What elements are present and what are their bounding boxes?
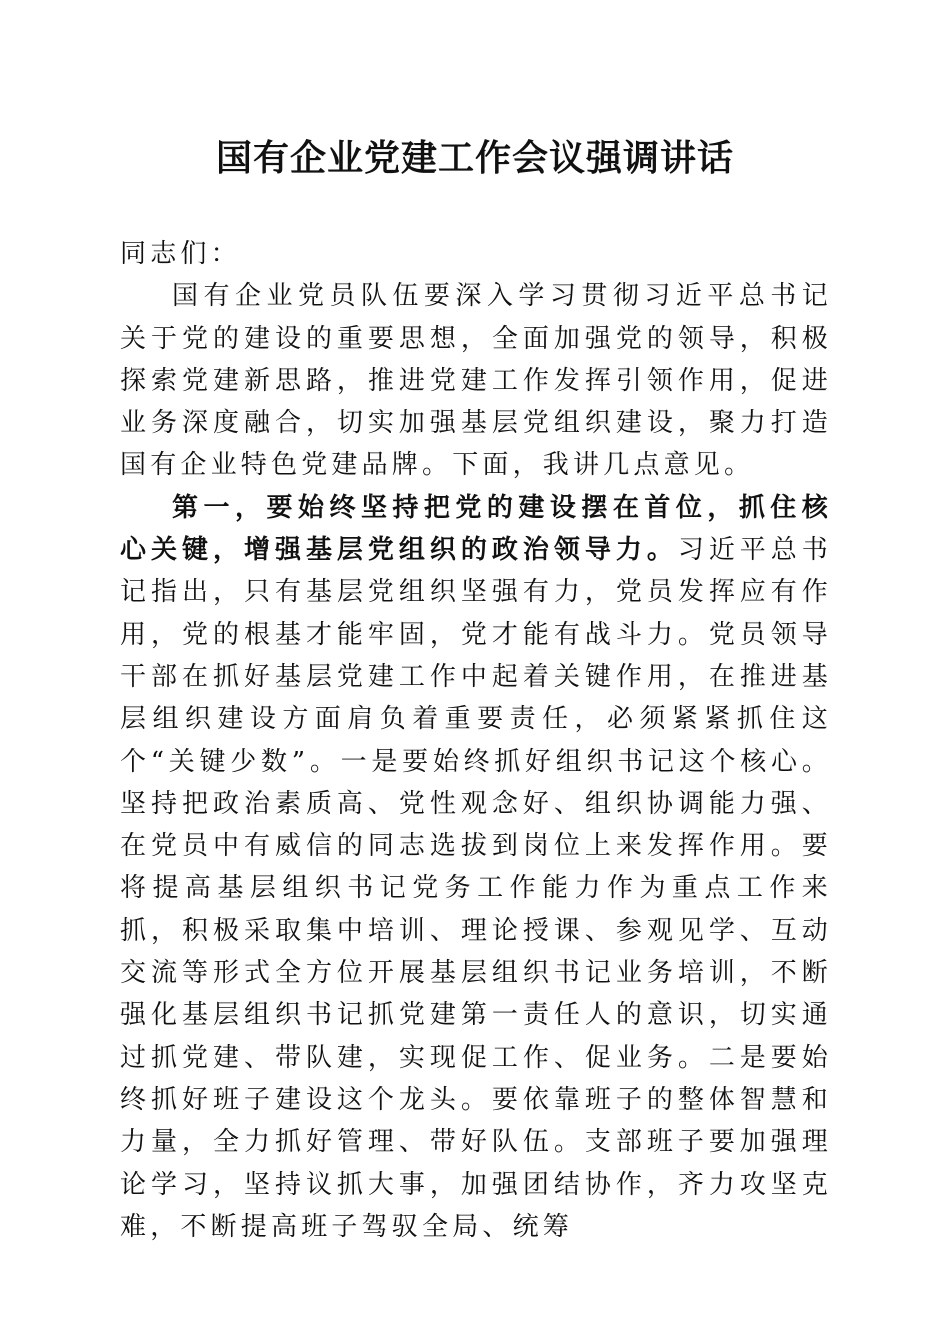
paragraph-first-point-text: 习近平总书记指出，只有基层党组织坚强有力，党员发挥应有作用，党的根基才能牢固，党才能有战斗力。党员领导干部在抓好基层党建工作中起着关键作用，在推进基层组织建设方面肩负着重要责任，必须紧紧抓住这个“关键少数”。一是要始终抓好组织书记这个核心。坚持把政治素质高、党性观念好、组织协调能力强、在党员中有威信的同志选拔到岗位上来发挥作用。要将提高基层组织书记党务工作能力作为重点工作来抓，积极采取集中培训、理论授课、参观见学、互动交流等形式全方位开展基层组织书记业务培训，不断强化基层组织书记抓党建第一责任人的意识，切实通过抓党建、带队建，实现促工作、促业务。二是要始终抓好班子建设这个龙头。要依靠班子的整体智慧和力量，全力抓好管理、带好队伍。支部班子要加强理论学习，坚持议抓大事，加强团结协作，齐力攻坚克难，不断提高班子驾驭全局、统筹 [120, 535, 832, 1242]
paragraph-intro [120, 275, 832, 486]
document-body [120, 233, 832, 1248]
document-title: 国有企业党建工作会议强调讲话 [215, 137, 734, 179]
paragraph-first-point [120, 487, 832, 1248]
paragraph-intro-text: 国有企业党员队伍要深入学习贯彻习近平总书记关于党的建设的重要思想，全面加强党的领导，积极探索党建新思路，推进党建工作发挥引领作用，促进业务深度融合，切实加强基层党组织建设，聚力打造国有企业特色党建品牌。下面，我讲几点意见。 [120, 281, 832, 481]
salutation: 同志们： [120, 239, 241, 269]
paragraph-first-point-heading: 第一，要始终坚持把党的建设摆在首位，抓住核心关键，增强基层党组织的政治领导力。 [120, 492, 832, 566]
